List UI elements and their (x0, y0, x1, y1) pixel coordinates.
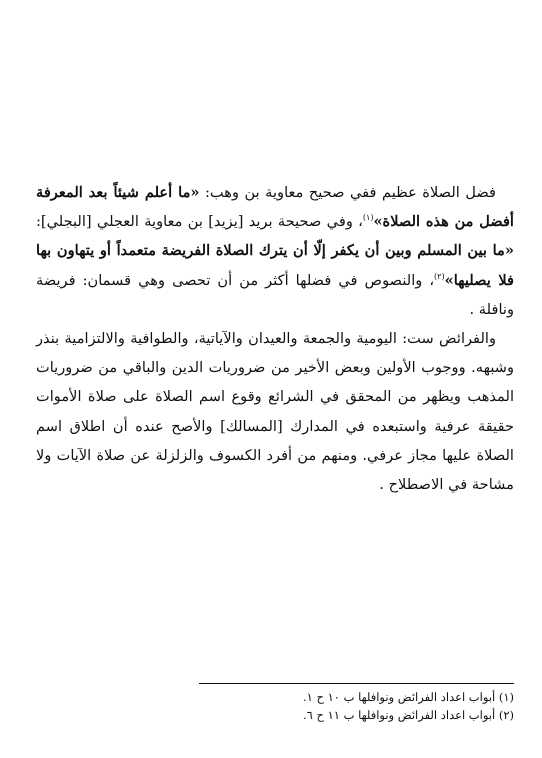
paragraph-1-text-1: فضل الصلاة عظيم ففي صحيح معاوية بن وهب: (199, 184, 496, 201)
footnote-divider (199, 683, 514, 684)
footnotes (199, 688, 514, 724)
footnote-marker-1: (١) (362, 213, 374, 223)
hadith-quote-2: «ما بين المسلم وبين أن يكفر إلّا أن يترك الصلاة الفريضة متعمداً أو يتهاون بها فلا يصليها» (36, 242, 514, 289)
hadith-quote-1: «ما أعلم شيئاً بعد المعرفة أفضل من هذه الصلاة» (36, 184, 514, 231)
footnote-marker-2: (٢) (434, 271, 445, 281)
main-text (36, 178, 514, 499)
paragraph-1-text-2: ، وفي صحيحة بريد [يزيد] بن معاوية العجلي [البجلي]: (36, 213, 363, 231)
footnote-2: (٢) أبواب اعداد الفرائض ونوافلها ب ١١ ح ٦. (303, 708, 514, 722)
footnote-1: (١) أبواب اعداد الفرائض ونوافلها ب ١٠ ح ١. (303, 690, 514, 704)
paragraph-1-text-3: ، والنصوص في فضلها أكثر من أن تحصى وهي قسمان: فريضة ونافلة . (36, 271, 514, 318)
paragraph-1 (36, 178, 514, 324)
paragraph-2: والفرائض ست: اليومية والجمعة والعيدان والآياتية، والطوافية والالتزامية بنذر وشبهه. ووجوب الأولين وبعض الأخير من ضروريات الدين والباقي من ضروريات المذهب ويظهر من المحقق في الشرائع وقوع اسم الصلاة على صلاة الأموات حقيقة عرفية واستبعده في المدارك [المسالك] والأصح عنده أن اطلاق اسم الصلاة عليها مجاز عرفي. ومنهم من أفرد الكسوف والزلزلة عن صلاة الآيات ولا مشاحة في الاصطلاح . (36, 330, 514, 494)
